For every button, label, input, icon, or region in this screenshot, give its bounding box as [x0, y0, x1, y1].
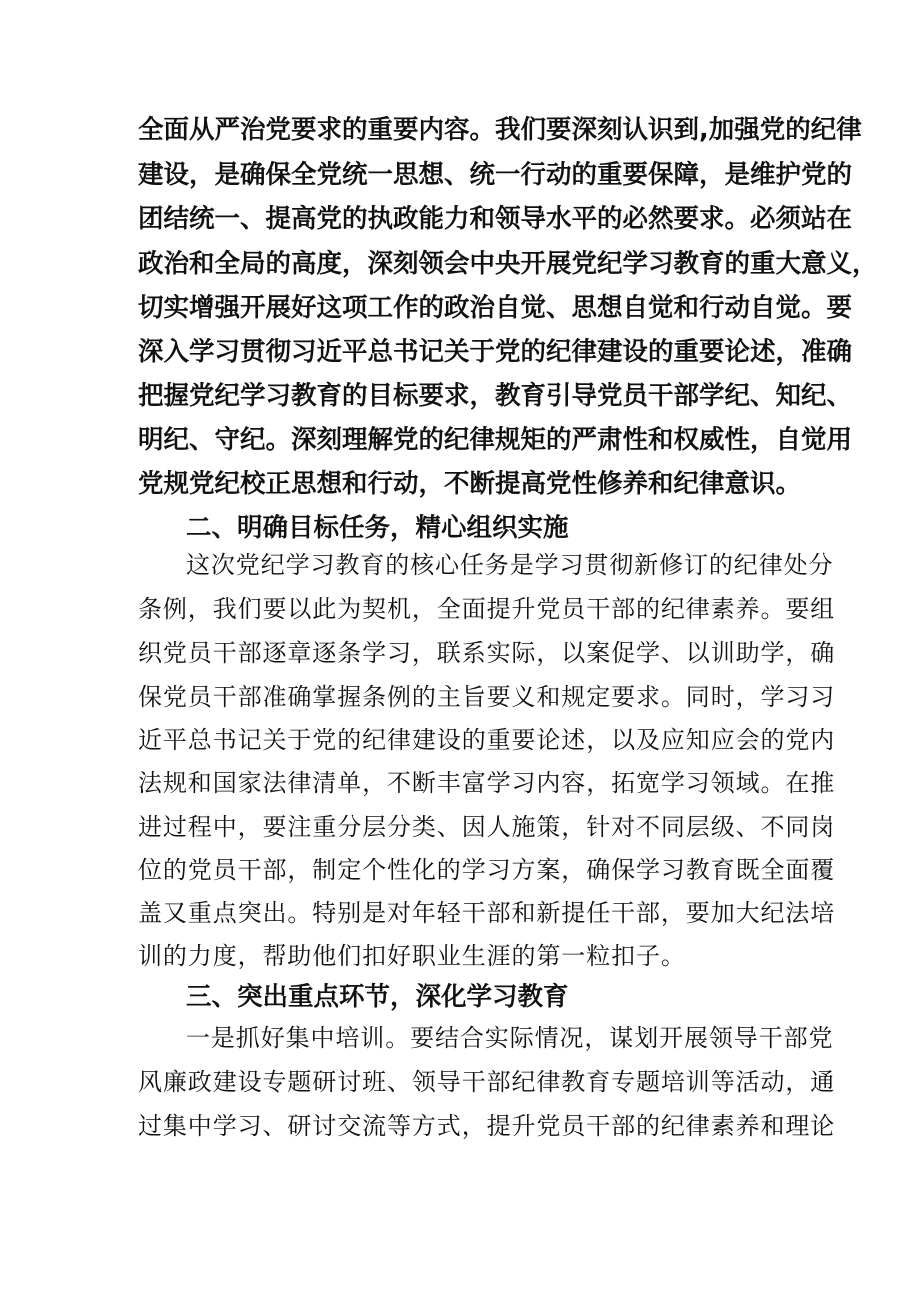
- paragraph2-line: 进过程中，要注重分层分类、因人施策，针对不同层级、不同岗: [138, 813, 836, 841]
- paragraph1-line: 把握党纪学习教育的目标要求，教育引导党员干部学纪、知纪、: [138, 381, 853, 411]
- paragraph2-line: 近平总书记关于党的纪律建设的重要论述，以及应知应会的党内: [138, 726, 836, 754]
- paragraph1-line: 全面从严治党要求的重要内容。我们要深刻认识到,加强党的纪律: [138, 115, 862, 145]
- paragraph1-line: 团结统一、提高党的执政能力和领导水平的必然要求。必须站在: [138, 204, 853, 234]
- paragraph2-line: 织党员干部逐章逐条学习，联系实际，以案促学、以训助学，确: [138, 639, 836, 667]
- paragraph2-line: 位的党员干部，制定个性化的学习方案，确保学习教育既全面覆: [138, 856, 836, 884]
- paragraph1-line: 明纪、守纪。深刻理解党的纪律规矩的严肃性和权威性，自觉用: [138, 425, 853, 455]
- paragraph1-line: 切实增强开展好这项工作的政治自觉、思想自觉和行动自觉。要: [138, 293, 853, 323]
- section-heading-2: 二、明确目标任务，精心组织实施: [186, 513, 569, 543]
- paragraph1-line: 党规党纪校正思想和行动，不断提高党性修养和纪律意识。: [138, 469, 802, 499]
- paragraph2-line: 这次党纪学习教育的核心任务是学习贯彻新修订的纪律处分: [186, 551, 834, 579]
- paragraph3-line: 风廉政建设专题研讨班、领导干部纪律教育专题培训等活动，通: [138, 1068, 836, 1096]
- paragraph2-line: 保党员干部准确掌握条例的主旨要义和规定要求。同时，学习习: [138, 683, 836, 711]
- paragraph2-line: 训的力度，帮助他们扣好职业生涯的第一粒扣子。: [138, 942, 686, 970]
- paragraph2-line: 条例，我们要以此为契机，全面提升党员干部的纪律素养。要组: [138, 595, 836, 623]
- paragraph2-line: 盖又重点突出。特别是对年轻干部和新提任干部，要加大纪法培: [138, 899, 836, 927]
- paragraph1-line: 政治和全局的高度，深刻领会中央开展党纪学习教育的重大意义，: [138, 249, 878, 279]
- paragraph1-line: 深入学习贯彻习近平总书记关于党的纪律建设的重要论述，准确: [138, 337, 853, 367]
- paragraph1-line: 建设，是确保全党统一思想、统一行动的重要保障，是维护党的: [138, 160, 853, 190]
- paragraph2-line: 法规和国家法律清单，不断丰富学习内容，拓宽学习领域。在推: [138, 769, 836, 797]
- paragraph3-line: 过集中学习、研讨交流等方式，提升党员干部的纪律素养和理论: [138, 1112, 836, 1140]
- paragraph3-line: 一是抓好集中培训。要结合实际情况，谋划开展领导干部党: [186, 1024, 834, 1052]
- section-heading-3: 三、突出重点环节，深化学习教育: [186, 982, 569, 1012]
